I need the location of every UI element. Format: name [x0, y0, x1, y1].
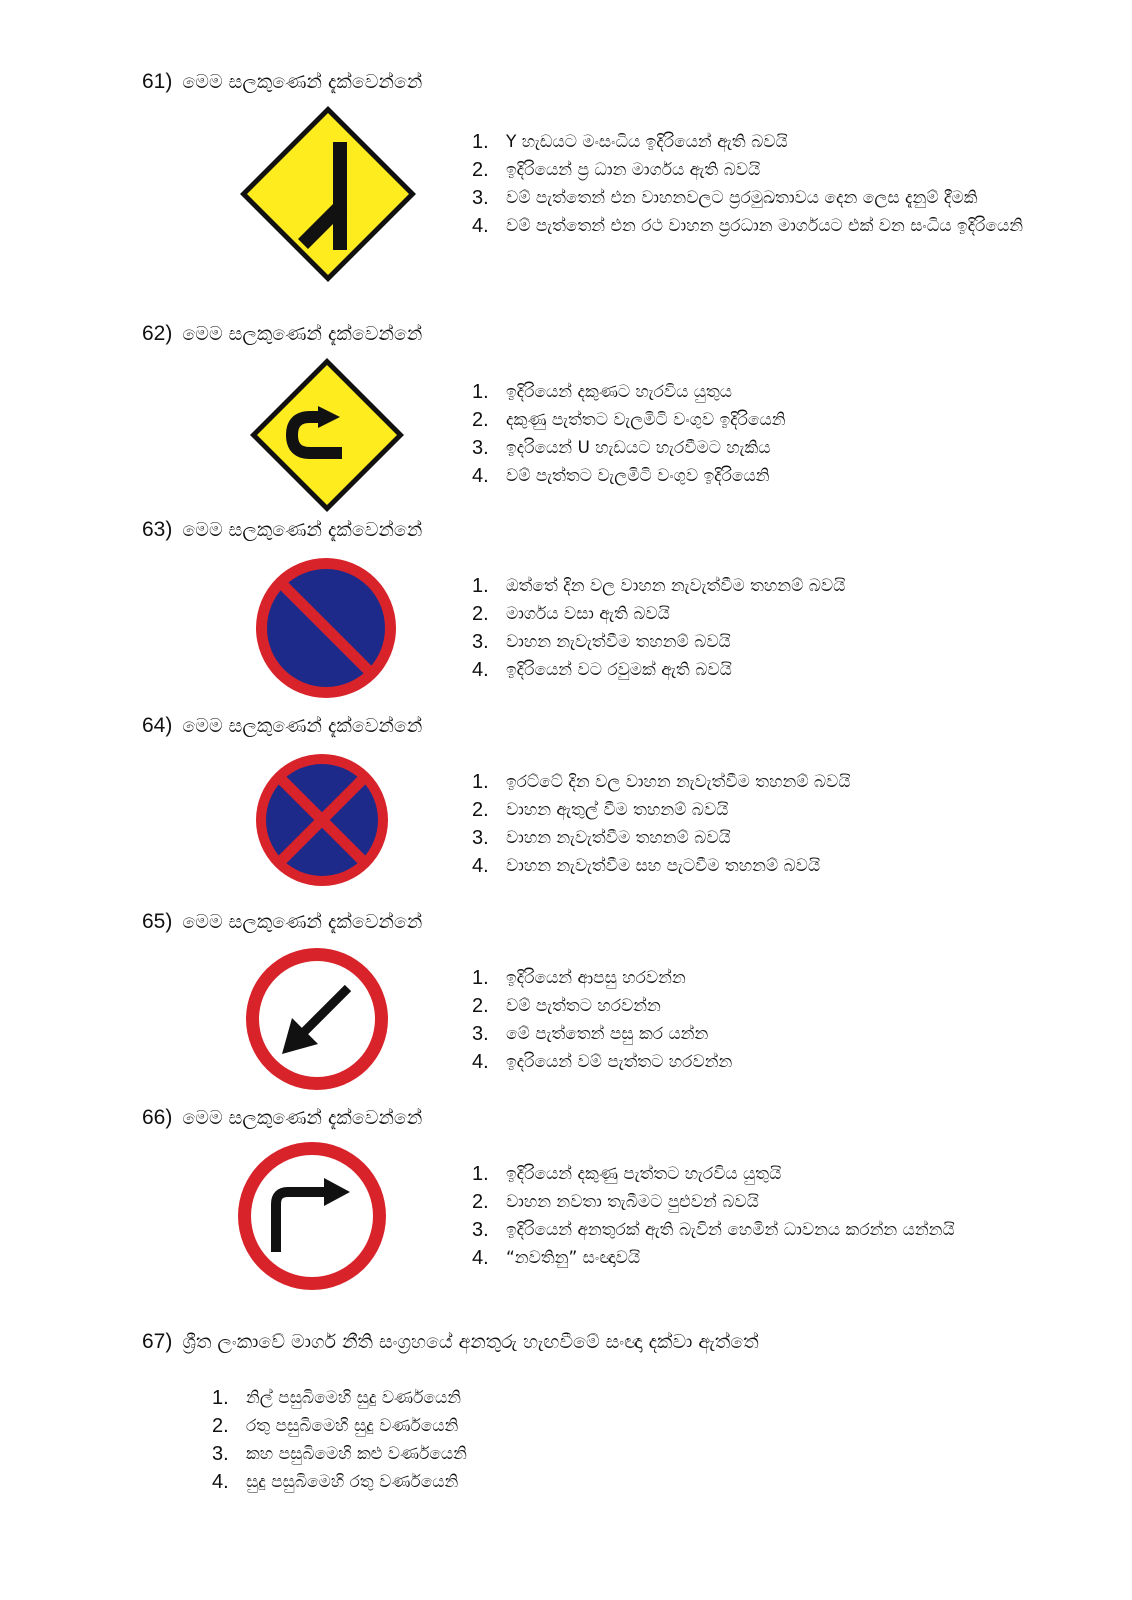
answer-options [472, 768, 1032, 880]
option-item[interactable]: 2. රතු පසුබිමෙහි සුදු වර්ණයෙනි [212, 1415, 459, 1437]
turn-right-circle-icon [236, 1140, 388, 1292]
question-62 [0, 322, 1132, 512]
question-number: 67) [142, 1330, 173, 1353]
option-item[interactable]: 2. වාහන නවතා තැබීමට පුළුවන් බවයි [472, 1191, 759, 1213]
question-67 [0, 1330, 1132, 1530]
question-title [142, 1106, 422, 1130]
option-item[interactable]: 3. වම් පැත්තෙන් එන වාහනවලට ප්‍රරමුඛතාවය දෙන ලෙස දැනුම් දීමකි [472, 187, 978, 209]
question-prompt: මෙම සලකුණෙන් දැක්වෙන්නේ [182, 1107, 423, 1129]
question-61 [0, 70, 1132, 300]
question-prompt: මෙම සලකුණෙන් දැක්වෙන්නේ [182, 911, 423, 933]
option-item[interactable]: 4. වම් පැත්තෙන් එන රථ වාහන ප්‍රරධාන මාර්ගයට එක් වන සංධිය ඉදිරියෙනි [472, 215, 1024, 237]
answer-options [212, 1384, 772, 1496]
option-item[interactable]: 1. ඉදිරියෙන් දකුණට හැරවිය යුතුය [472, 381, 733, 403]
question-number: 66) [142, 1106, 173, 1129]
option-item[interactable]: 4. වම් පැත්තට වැලමිටි වංගුව ඉදිරියෙනි [472, 465, 770, 487]
option-item[interactable]: 2. දකුණු පැත්තට වැලමිටි වංගුව ඉදිරියෙනි [472, 409, 786, 431]
no-parking-icon [254, 556, 398, 700]
question-prompt: මෙම සලකුණෙන් දැක්වෙන්නේ [182, 519, 423, 541]
no-stopping-icon [254, 752, 390, 888]
answer-options [472, 964, 1032, 1076]
option-item[interactable]: 1. ඉදිරියෙන් දකුණු පැත්තට හැරවිය යුතුයි [472, 1163, 782, 1185]
option-item[interactable]: 3. මේ පැත්තෙන් පසු කර යන්න [472, 1023, 709, 1045]
u-bend-diamond-icon [248, 356, 406, 514]
question-number: 64) [142, 714, 173, 737]
merge-from-left-diamond-icon [238, 104, 418, 284]
answer-options [472, 378, 1032, 490]
question-title [142, 1330, 759, 1354]
answer-options [472, 128, 1032, 240]
option-item[interactable]: 4. ඉදිරියෙන් වට රවුමක් ඇති බවයි [472, 659, 732, 681]
option-item[interactable]: 2. ඉදිරියෙන් ප්‍ර ධාන මාර්ගය ඇති බවයි [472, 159, 761, 181]
answer-options [472, 572, 1032, 684]
question-title [142, 70, 422, 94]
question-66 [0, 1106, 1132, 1306]
question-title [142, 518, 422, 542]
question-63 [0, 518, 1132, 698]
question-number: 62) [142, 322, 173, 345]
option-item[interactable]: 4. වාහන නැවැත්වීම සහ පැටවීම තහනම් බවයි [472, 855, 821, 877]
option-item[interactable]: 1. ඔත්තේ දින වල වාහන නැවැත්වීම තහනම් බවයි [472, 575, 846, 597]
option-item[interactable]: 2. වාහන ඇතුල් වීම තහනම් බවයි [472, 799, 729, 821]
option-item[interactable]: 4. “නවතිනු” සංඥාවයි [472, 1247, 641, 1269]
option-item[interactable]: 4. සුදු පසුබිමෙහි රතු වර්ණයෙනි [212, 1471, 459, 1493]
option-item[interactable]: 2. මාර්ගය වසා ඇති බවයි [472, 603, 670, 625]
option-item[interactable]: 1. ඉදිරියෙන් ආපසු හරවන්න [472, 967, 686, 989]
question-prompt: මෙම සලකුණෙන් දැක්වෙන්නේ [182, 715, 423, 737]
option-item[interactable]: 3. ඉදරියෙන් U හැඩයට හැරවීමට හැකිය [472, 437, 771, 459]
question-number: 63) [142, 518, 173, 541]
question-prompt: මෙම සලකුණෙන් දැක්වෙන්නේ [182, 323, 423, 345]
option-item[interactable]: 4. ඉදරියෙන් වම් පැත්තට හරවන්න [472, 1051, 733, 1073]
question-prompt: මෙම සලකුණෙන් දැක්වෙන්නේ [182, 71, 423, 93]
option-item[interactable]: 3. වාහන නැවැත්වීම තහනම් බවයි [472, 631, 731, 653]
question-65 [0, 910, 1132, 1090]
question-number: 61) [142, 70, 173, 93]
diagonal-arrow-down-left-circle-icon [244, 946, 390, 1092]
question-title [142, 322, 422, 346]
option-item[interactable]: 3. කහ පසුබිමෙහි කළු වර්ණයෙනි [212, 1443, 467, 1465]
question-title [142, 910, 422, 934]
option-item[interactable]: 3. ඉදිරියෙන් අනතුරක් ඇති බැවින් හෙමින් ධාවනය කරන්න යන්නයි [472, 1219, 955, 1241]
option-item[interactable]: 2. වම් පැත්තට හරවන්න [472, 995, 661, 1017]
question-prompt: ශ්‍රීත ලංකාවේ මාර්ග නීති සංග්‍රහයේ අනතුරු හැඟවීමේ සංඥා දක්වා ඇත්තේ [182, 1331, 759, 1353]
question-title [142, 714, 422, 738]
option-item[interactable]: 1. ඉරට්ටේ දින වල වාහන නැවැත්වීම තහනම් බවයි [472, 771, 851, 793]
option-item[interactable]: 3. වාහන නැවැත්වීම තහනම් බවයි [472, 827, 731, 849]
answer-options [472, 1160, 1032, 1272]
option-item[interactable]: 1. Y හැඩයට මංසංධිය ඉදිරියෙන් ඇති බවයි [472, 131, 788, 153]
option-item[interactable]: 1. නිල් පසුබිමෙහි සුදු වර්ණයෙනි [212, 1387, 462, 1409]
question-64 [0, 714, 1132, 894]
question-number: 65) [142, 910, 173, 933]
